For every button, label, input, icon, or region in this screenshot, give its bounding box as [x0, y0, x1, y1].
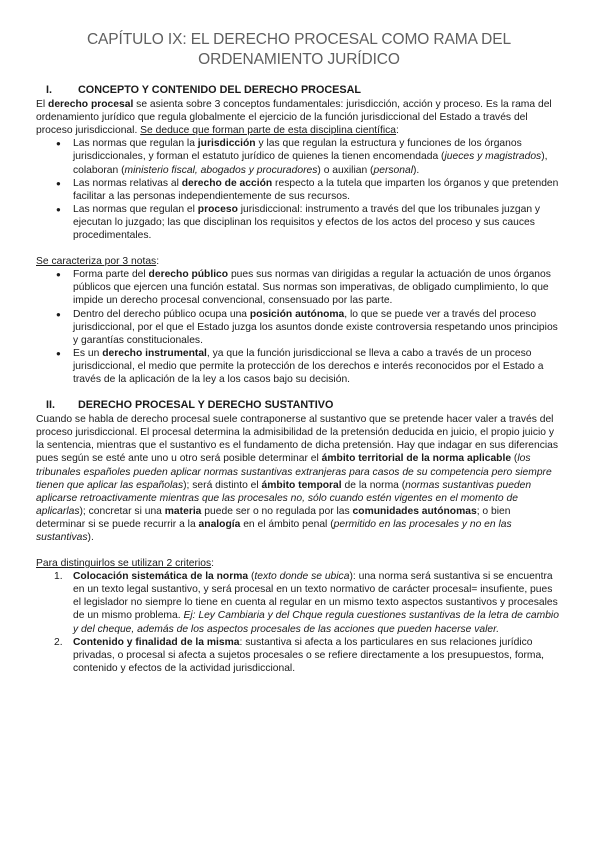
- list-item: ● Las normas que regulan el proceso jurisdiccional: instrumento a través del que los tribunales juzgan y ejecutan lo juzgado; las que disciplinan los requisitos y efectos de los actos del proceso y sus cauces procedimentales.: [36, 203, 562, 242]
- section-1-number: I.: [46, 84, 52, 96]
- list-item: ● Forma parte del derecho público pues sus normas van dirigidas a regular la actuación de unos órganos públicos que ejercen una función estatal. Sus normas son imperativas, de obligado cumplimiento, lo que impide un derecho procesal convencional, consensuado por las parte.: [36, 268, 562, 307]
- section-2-heading: [36, 399, 562, 412]
- section-1-paragraph: El derecho procesal se asienta sobre 3 conceptos fundamentales: jurisdicción, acción y proceso. Es la rama del ordenamiento jurídico que regula globalmente el ejercicio de la función jurisdiccional del Estado a través del proceso jurisdiccional. Se deduce que forman parte de esta disciplina científica:: [36, 99, 552, 137]
- section-2-title: DERECHO PROCESAL Y DERECHO SUSTANTIVO: [78, 399, 334, 412]
- notes-list: [36, 268, 562, 386]
- list-item: ● Las normas relativas al derecho de acción respecto a la tutela que imparten los órganos y que pretenden facilitar a las personas independientemente de sus recursos.: [36, 177, 562, 203]
- content-list: [36, 137, 562, 242]
- list-item: 2. Contenido y finalidad de la misma: sustantiva si afecta a los particulares en sus relaciones jurídico privadas, o procesal si afecta a sujetos procesales o se refiere directamente a los presupuestos, forma, contenido y efectos de la actividad jurisdiccional.: [54, 636, 545, 674]
- criteria-intro: Para distinguirlos se utilizan 2 criterios:: [36, 558, 214, 570]
- list-item: ● Las normas que regulan la jurisdicción y las que regulan la estructura y funciones de los órganos jurisdiccionales, y forman el estatuto jurídico de quienes la tienen encomendada (jueces y magistrados), colaboran (ministerio fiscal, abogados y procuradores) o auxilian (personal).: [36, 137, 562, 176]
- section-1-title: CONCEPTO Y CONTENIDO DEL DERECHO PROCESAL: [78, 84, 361, 96]
- list-item: ● Dentro del derecho público ocupa una posición autónoma, lo que se puede ver a través del proceso jurisdiccional, por el que el Estado juzga los asuntos donde existe controversia respetando unos principios y garantías constitucionales.: [36, 308, 562, 347]
- underlined-intro: Se deduce que forman parte de esta disciplina científica: [140, 125, 397, 137]
- chapter-title: CAPÍTULO IX: EL DERECHO PROCESAL COMO RAMA DEL ORDENAMIENTO JURÍDICO: [86, 31, 512, 68]
- notes-intro: Se caracteriza por 3 notas:: [36, 256, 160, 268]
- criteria-list: [36, 570, 562, 675]
- section-1-heading: [36, 84, 562, 97]
- section-2-number: II.: [46, 399, 55, 412]
- list-item: 1. Colocación sistemática de la norma (texto donde se ubica): una norma será sustantiva si se encuentra en un texto legal sustantivo, y será procesal en un texto normativo de carácter procesal= insufiente, pues el legislador no siempre lo tiene en cuenta al regular en un mismo texto aspectos sustantivos y procesales de un mismo problema. Ej: Ley Cambiaria y del Chque regula cuestiones sustantivas de la letra de cambio y del cheque, además de los aspectos procesales de las acciones que pueden hacerse valer.: [54, 571, 559, 635]
- section-2-paragraph: Cuando se habla de derecho procesal suele contraponerse al sustantivo que se pretende hacer valer a través del proceso jurisdiccional. El procesal determina la admisibilidad de la pretensión deducida en juicio, el propio juicio y la sentencia, mientras que el sustantivo es el fundamento de dicha pretensión. Hay que indagar en sus diferencias pues según se esté ante uno u otro será posible determinar el ámbito territorial de la norma aplicable (los tribunales españoles pueden aplicar normas sustantivas extranjeras para casos de su competencia pero siempre tienen que aplicar las españolas); será distinto el ámbito temporal de la norma (normas sustantivas pueden aplicarse retroactivamente mientras que las procesales no, sólo cuando estén vigentes en el momento de aplicarlas); concretar si una materia puede ser o no regulada por las comunidades autónomas; o bien determinar si se puede recurrir a la analogía en el ámbito penal (permitido en las procesales y no en las sustantivas).: [36, 414, 559, 543]
- list-item: ● Es un derecho instrumental, ya que la función jurisdiccional se lleva a cabo a través de un proceso jurisdiccional, el medio que permite la protección de los derechos e interés reconocidos por el Estado a través de la aplicación de la ley a los casos bajo su decisión.: [36, 347, 562, 386]
